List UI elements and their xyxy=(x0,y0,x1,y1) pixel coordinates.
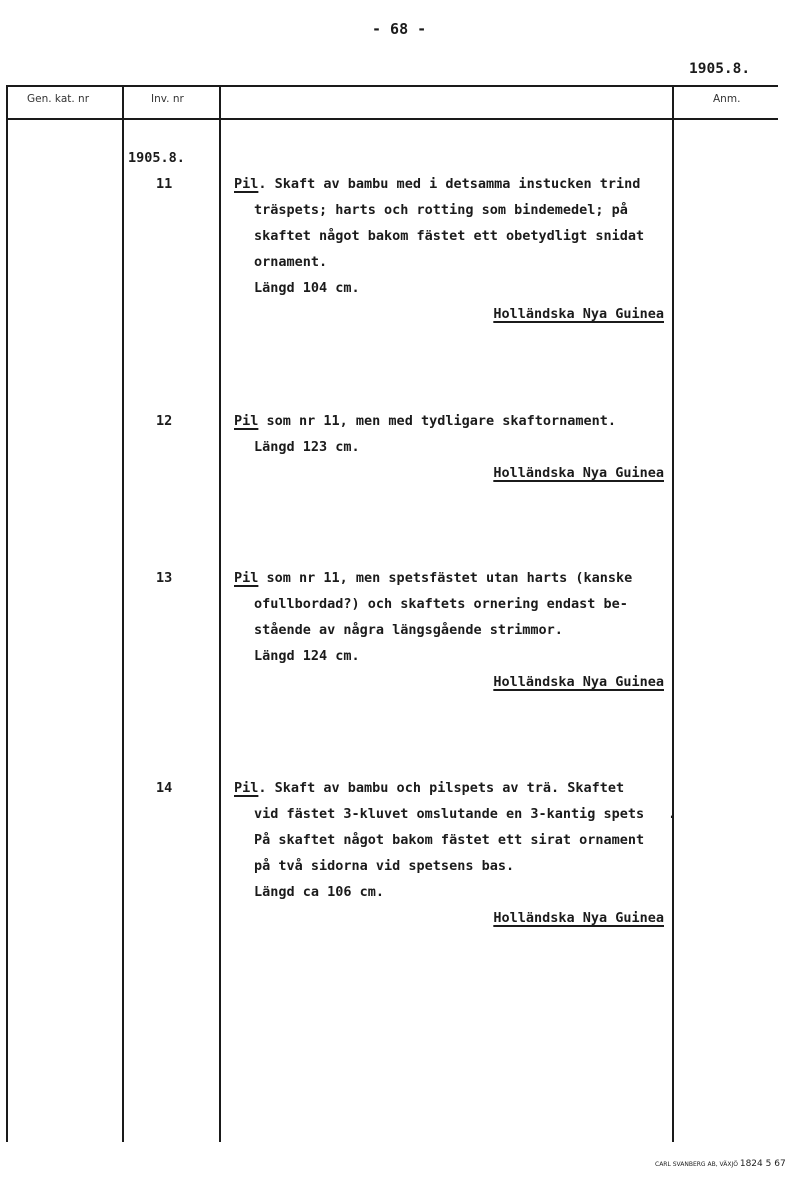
location-text: Holländska Nya Guinea xyxy=(493,674,664,690)
inventory-date: 1905.8. xyxy=(128,150,185,166)
entry-line: stående av några längsgående strimmor. xyxy=(254,622,563,638)
entry-title: Pil xyxy=(234,413,259,429)
page-number: - 68 - xyxy=(372,20,427,38)
entry-length: Längd 123 cm. xyxy=(254,439,360,455)
column-divider xyxy=(672,86,674,1142)
entry-location xyxy=(234,669,666,695)
entry-line xyxy=(234,775,666,801)
column-header-inv-nr: Inv. nr xyxy=(151,93,184,105)
entry-line: vid fästet 3-kluvet omslutande en 3-kantig spets xyxy=(254,806,645,822)
entry-length: Längd 124 cm. xyxy=(254,648,360,664)
entry-line: ofullbordad?) och skaftets ornering endast be- xyxy=(254,596,628,612)
entry-text: . Skaft av bambu och pilspets av trä. Skaftet xyxy=(258,780,625,796)
catalog-entry xyxy=(234,565,666,695)
header-reference: 1905.8. xyxy=(689,61,751,77)
inventory-number: 13 xyxy=(156,570,173,586)
entry-title: Pil xyxy=(234,570,259,586)
entry-length: Längd ca 106 cm. xyxy=(254,884,385,900)
column-divider xyxy=(6,86,8,1142)
inventory-number: 14 xyxy=(156,780,173,796)
inventory-number: 11 xyxy=(156,176,173,192)
catalog-entry xyxy=(234,775,666,931)
entry-line: På skaftet något bakom fästet ett sirat ornament xyxy=(254,832,645,848)
column-divider xyxy=(219,86,221,1142)
entry-title: Pil xyxy=(234,176,259,192)
entry-line: på två sidorna vid spetsens bas. xyxy=(254,858,515,874)
location-text: Holländska Nya Guinea xyxy=(493,465,664,481)
entry-length: Längd 104 cm. xyxy=(254,280,360,296)
column-divider xyxy=(122,86,124,1142)
column-header-gen-kat-nr: Gen. kat. nr xyxy=(27,93,90,105)
entry-location xyxy=(234,460,666,486)
entry-line xyxy=(234,171,666,197)
column-header-anm: Anm. xyxy=(713,93,741,105)
entry-location xyxy=(234,301,666,327)
catalog-entry xyxy=(234,171,666,327)
printer-code: 1824 5 67 xyxy=(739,1159,786,1169)
entry-line: ornament. xyxy=(254,254,328,270)
entry-location xyxy=(234,905,666,931)
entry-text: som nr 11, men spetsfästet utan harts (kanske xyxy=(258,570,633,586)
overflow-period: . xyxy=(668,806,677,822)
entry-text: som nr 11, men med tydligare skaftornament. xyxy=(258,413,617,429)
printer-mark xyxy=(655,1159,786,1169)
printer-name: CARL SVANBERG AB, VÄXJÖ xyxy=(655,1161,738,1168)
inventory-number: 12 xyxy=(156,413,173,429)
entry-text: . Skaft av bambu med i detsamma instucken trind xyxy=(258,176,641,192)
location-text: Holländska Nya Guinea xyxy=(493,306,664,322)
entry-line: träspets; harts och rotting som bindemedel; på xyxy=(254,202,628,218)
entry-line: skaftet något bakom fästet ett obetydligt snidat xyxy=(254,228,645,244)
entry-line xyxy=(234,565,666,591)
catalog-entry xyxy=(234,408,666,486)
location-text: Holländska Nya Guinea xyxy=(493,910,664,926)
entry-title: Pil xyxy=(234,780,259,796)
entry-line xyxy=(234,408,666,434)
